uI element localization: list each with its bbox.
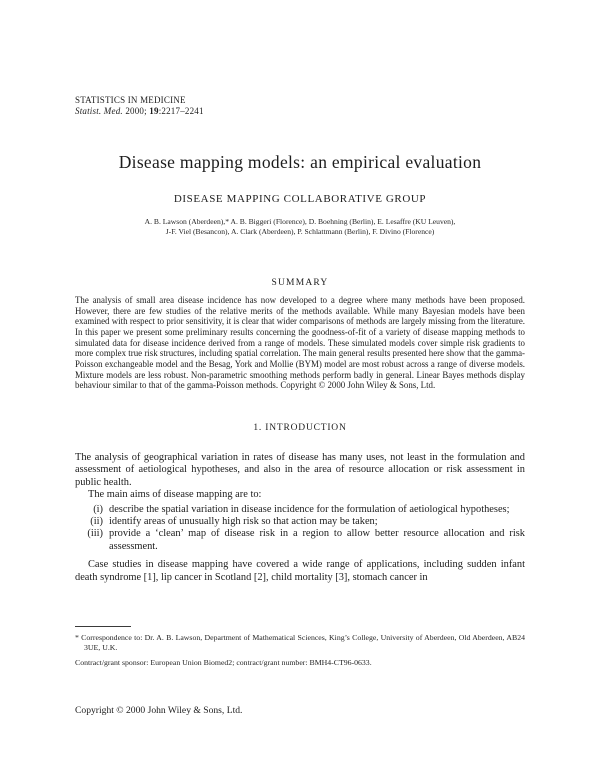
list-item — [75, 504, 525, 516]
list-item-text: provide a ‘clean’ map of disease risk in a region to allow better resource allocation and risk assessment. — [109, 528, 525, 552]
summary-heading: SUMMARY — [271, 278, 329, 288]
list-item-marker: (iii) — [87, 528, 103, 540]
list-item — [75, 516, 525, 528]
journal-citation — [75, 106, 525, 117]
footnote-area — [75, 626, 525, 673]
copyright-footer: Copyright © 2000 John Wiley & Sons, Ltd. — [75, 705, 243, 716]
collaborative-group-name: DISEASE MAPPING COLLABORATIVE GROUP — [173, 193, 427, 205]
intro-paragraph-3: Case studies in disease mapping have covered a wide range of applications, including sudden infant death syndrome [1], lip cancer in Scotland [2], child mortality [3], stomach cancer in — [75, 559, 525, 583]
list-item-text: identify areas of unusually high risk so that action may be taken; — [109, 515, 378, 527]
intro-paragraph-1: The analysis of geographical variation in rates of disease has many uses, not least in the formulation and assessment of aetiological hypotheses, and also in the area of resource allocation or risk assessment in public health. — [75, 451, 525, 488]
journal-header — [75, 0, 525, 116]
aims-list — [75, 504, 525, 554]
intro-paragraph-2: The main aims of disease mapping are to: — [88, 489, 262, 501]
journal-name: STATISTICS IN MEDICINE — [75, 95, 186, 105]
list-item-text: describe the spatial variation in disease incidence for the formulation of aetiological hypotheses; — [109, 503, 510, 515]
footnote-rule — [75, 626, 131, 627]
author-list — [75, 217, 525, 236]
list-item — [75, 528, 525, 553]
author-line-2: J-F. Viel (Besancon), A. Clark (Aberdeen), P. Schlattmann (Berlin), F. Divino (Florence) — [165, 226, 435, 236]
journal-abbrev: Statist. Med. — [75, 105, 123, 116]
citation-year: 2000; — [125, 105, 147, 116]
paper-title: Disease mapping models: an empirical evaluation — [118, 152, 482, 172]
summary-body: The analysis of small area disease incidence has now developed to a degree where many methods have been proposed. However, there are few studies of the relative merits of the methods available. While many Bayesian models have been examined with respect to prior sensitivity, it is clear that wider comparisons of methods are largely missing from the literature. In this paper we present some preliminary results concerning the goodness-of-fit of a variety of disease mapping methods to simulated data for disease incidence derived from a range of models. These simulated models cover simple risk gradients to more complex true risk structures, including spatial correlation. The main general results presented here show that the gamma-Poisson exchangeable model and the Besag, York and Mollie (BYM) model are most robust across a range of diverse models. Mixture models are less robust. Non-parametric smoothing methods perform badly in general. Linear Bayes methods display behaviour similar to that of the gamma-Poisson methods. Copyright © 2000 John Wiley & Sons, Ltd. — [75, 295, 525, 391]
list-item-marker: (ii) — [90, 515, 103, 527]
author-line-1: A. B. Lawson (Aberdeen),* A. B. Biggeri (Florence), D. Boehning (Berlin), E. Lesaffre (KU Leuven), — [144, 217, 456, 226]
paper-content — [75, 0, 525, 584]
citation-volume: 19 — [149, 105, 159, 116]
correspondence-note: * Correspondence to: Dr. A. B. Lawson, Department of Mathematical Sciences, King’s College, University of Aberdeen, Old Aberdeen, AB24 3UE, U.K. — [75, 633, 525, 652]
list-item-marker: (i) — [93, 503, 103, 515]
section-1-heading: 1. INTRODUCTION — [253, 422, 347, 433]
grant-note: Contract/grant sponsor: European Union Biomed2; contract/grant number: BMH4-CT96-0633. — [75, 658, 372, 667]
citation-pages: :2217–2241 — [158, 105, 204, 116]
